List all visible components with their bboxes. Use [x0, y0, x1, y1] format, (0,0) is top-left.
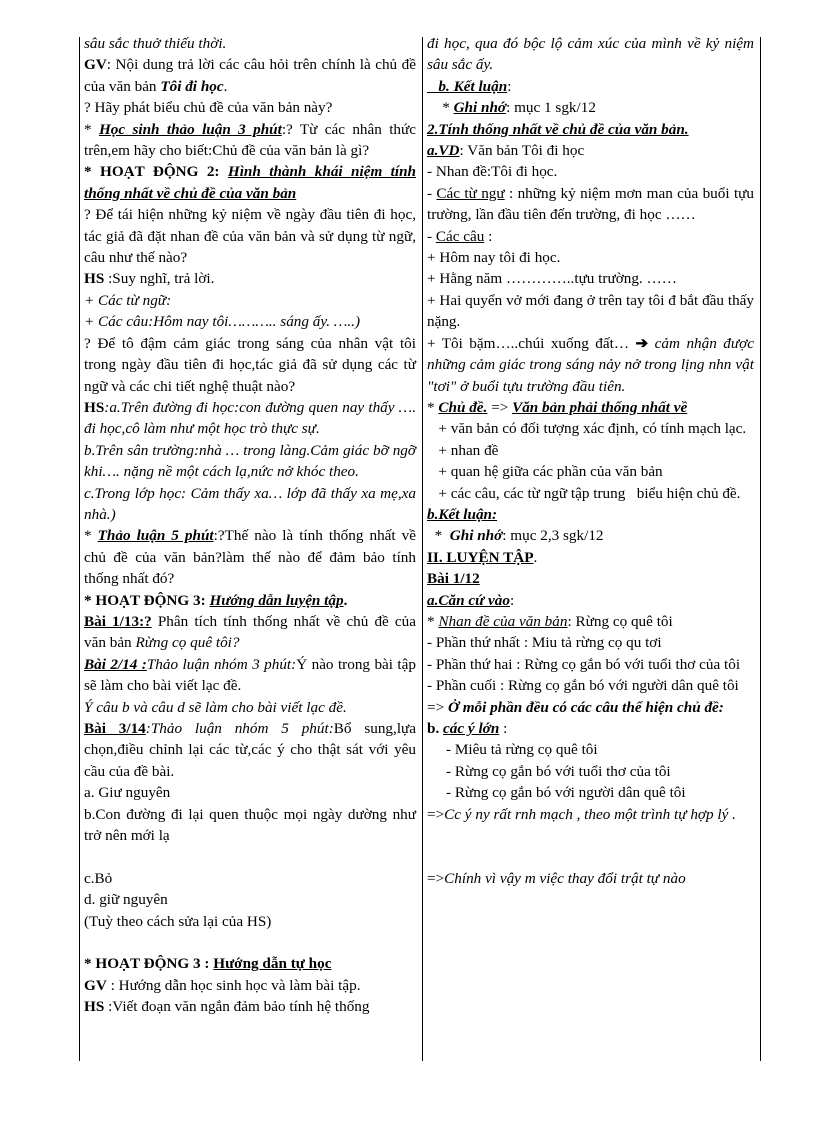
line: + quan hệ giữa các phần của văn bản	[427, 463, 663, 481]
line: Bài 1/13:? Phân tích tính thống nhất về chủ đề của văn bản Rừng cọ quê tôi?	[84, 612, 416, 652]
blank-line	[427, 825, 754, 846]
line: - Nhan đề:Tôi đi học.	[427, 163, 558, 181]
activity-heading: * HOẠT ĐỘNG 3: Hướng dẫn luyện tập.	[84, 591, 348, 609]
line: sâu sắc thuở thiếu thời.	[84, 35, 227, 52]
line: - Rừng cọ gắn bó với người dân quê tôi	[427, 784, 686, 802]
column-divider	[422, 37, 423, 1061]
line: + Hằng năm …………..tựu trường. ……	[427, 270, 677, 288]
line: + văn bản có đối tượng xác định, có tính mạch lạc.	[427, 420, 747, 438]
line: b.Con đường đi lại quen thuộc mọi ngày dường như trở nên mới lạ	[84, 805, 416, 845]
line: a. Giư nguyên	[84, 784, 171, 802]
section-heading: II. LUYỆN TẬP.	[427, 548, 538, 566]
blank-line	[84, 932, 416, 953]
line: ? Để tái hiện những kỷ niệm về ngày đầu tiên đi học, tác giả đã đặt nhan đề của văn bản và sử dụng từ ngữ, câu như thế nào?	[84, 206, 416, 267]
line: b.Kết luận:	[427, 505, 498, 523]
line: a.Căn cứ vào:	[427, 591, 515, 609]
line: - Các từ ngư : những kỷ niệm mơn man của buổi tựu trường, lần đầu tiên đến trường, đi học ……	[427, 184, 754, 224]
line: + Hai quyển vở mới đang ở trên tay tôi đ bắt đầu thấy nặng.	[427, 291, 754, 331]
blank-line	[427, 846, 754, 867]
line: - Rừng cọ gắn bó với tuổi thơ của tôi	[427, 762, 671, 780]
line: đi học, qua đó bộc lộ cảm xúc của mình về kỷ niệm sâu sắc ấy.	[427, 35, 754, 74]
line: * Nhan đề của văn bản: Rừng cọ quê tôi	[427, 612, 673, 630]
line: d. giữ nguyên	[84, 891, 168, 909]
line: b. các ý lớn :	[427, 720, 508, 737]
line: Bài 2/14 :Thảo luận nhóm 3 phút:Ý nào trong bài tập sẽ làm cho bài viết lạc đề.	[84, 655, 416, 695]
activity-heading: * HOẠT ĐỘNG 2: Hình thành khái niệm tính thống nhất về chủ đề của văn bản	[84, 163, 416, 202]
line: ? Hãy phát biểu chủ đề của văn bản này?	[84, 99, 333, 117]
line: HS :Viết đoạn văn ngắn đảm bảo tính hệ thống	[84, 998, 370, 1016]
line: =>Chính vì vậy m việc thay đổi trật tự nào	[427, 869, 686, 887]
arrow-icon: ➔	[635, 334, 649, 352]
right-column	[427, 33, 754, 889]
line: * Chủ đề. => Văn bản phải thống nhất về	[427, 398, 688, 416]
page-table	[79, 37, 761, 1061]
line: GV : Hướng dẫn học sinh học và làm bài tập.	[84, 976, 361, 994]
line: - Các câu :	[427, 227, 493, 245]
line: HS:a.Trên đường đi học:con đường quen nay thấy …. đi học,cô làm như một học trò thực sự.	[84, 398, 416, 438]
blank-line	[84, 846, 416, 867]
line: HS :Suy nghĩ, trả lời.	[84, 270, 215, 288]
line: (Tuỳ theo cách sửa lại của HS)	[84, 912, 272, 930]
line: + các câu, các từ ngữ tập trung biểu hiện chủ đề.	[427, 484, 741, 502]
line: * Ghi nhớ: mục 1 sgk/12	[427, 99, 596, 117]
line: + Hôm nay tôi đi học.	[427, 249, 561, 267]
line: - Phần thứ nhất : Miu tả rừng cọ qu tơi	[427, 634, 662, 652]
line: ? Để tô đậm cảm giác trong sáng của nhân vật tôi trong ngày đầu tiên đi học,tác giả đã sử dụng các từ ngữ và các chi tiết nghệ thuật nào?	[84, 334, 416, 395]
line: - Miêu tả rừng cọ quê tôi	[427, 741, 598, 759]
line: + nhan đề	[427, 441, 499, 459]
line: + Tôi bặm…..chúi xuống đất… ➔ cảm nhận được những cảm giác trong sáng nảy nở trong lịng nhn vật "tơi" ở buổi tựu trường đầu tiên.	[427, 334, 755, 395]
line: Ý câu b và câu d sẽ làm cho bài viết lạc đề.	[84, 698, 347, 716]
line: => Ở mỗi phần đều có các câu thể hiện chủ đề:	[427, 698, 724, 716]
section-heading: 2.Tính thống nhất về chủ đề của văn bản.	[427, 120, 689, 138]
line: * Ghi nhớ: mục 2,3 sgk/12	[427, 527, 604, 545]
line: Bài 3/14:Thảo luận nhóm 5 phút:Bổ sung,lựa chọn,điều chỉnh lại các từ,các ý cho thật sát với yêu cầu của đề bài.	[84, 720, 417, 780]
line: GV: Nội dung trả lời các câu hỏi trên chính là chủ đề của văn bản Tôi đi học.	[84, 56, 416, 95]
line: b. Kết luận:	[427, 77, 512, 95]
activity-heading: * HOẠT ĐỘNG 3 : Hướng dẫn tự học	[84, 955, 332, 973]
line: b.Trên sân trường:nhà … trong làng.Cảm giác bỡ ngỡ khi…. nặng nề một cách lạ,nức nở khóc theo.	[84, 441, 416, 481]
line: - Phần cuối : Rừng cọ gắn bó với người dân quê tôi	[427, 677, 739, 695]
line: * Học sinh thảo luận 3 phút:? Từ các nhân thức trên,em hãy cho biết:Chủ đề của văn bản là gì?	[84, 120, 417, 160]
line: c.Trong lớp học: Cảm thấy xa… lớp đã thấy xa mẹ,xa nhà.)	[84, 484, 416, 523]
line: + Các câu:Hôm nay tôi……….. sáng ấy. …..)	[84, 313, 361, 331]
line: - Phần thứ hai : Rừng cọ gắn bó với tuổi thơ của tôi	[427, 655, 741, 673]
left-column	[84, 33, 416, 1018]
line: * Thảo luận 5 phút:?Thế nào là tính thống nhất về chủ đề của văn bản?làm thế nào để đảm bảo tính thống nhất đó?	[84, 527, 416, 588]
line: =>Cc ý ny rất rnh mạch , theo một trình tự hợp lý .	[427, 805, 736, 823]
line: + Các từ ngữ:	[84, 291, 172, 309]
line: c.Bỏ	[84, 869, 113, 887]
line: a.VD: Văn bản Tôi đi học	[427, 142, 585, 160]
line: Bài 1/12	[427, 570, 480, 588]
